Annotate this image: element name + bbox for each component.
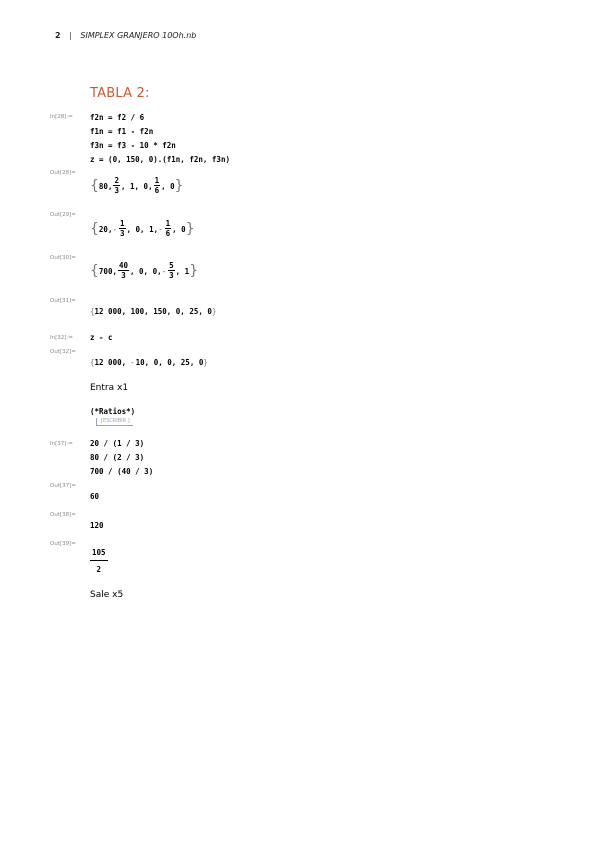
text-cell-entra[interactable]: Entra x1 [90, 383, 129, 393]
denominator: 6 [154, 186, 160, 195]
cell-label-out30: Out[30]= [50, 255, 76, 261]
output-out28 [90, 176, 184, 196]
denominator: 3 [119, 229, 125, 238]
numerator: 1 [165, 219, 171, 228]
input-line[interactable]: f1n = f1 - f2n [90, 127, 154, 136]
output-text: , 0 [172, 224, 186, 234]
close-brace: } [189, 263, 199, 279]
output-out39-fraction [90, 548, 108, 574]
open-brace: { [90, 221, 99, 237]
page-number: 2 [55, 31, 61, 40]
input-line[interactable]: 700 / (40 / 3) [90, 467, 154, 476]
output-text: 10, 0, 0, 25, 0 [135, 358, 204, 367]
minus-sign: - [161, 266, 167, 276]
cell-label-out31: Out[31]= [50, 298, 76, 304]
denominator: 2 [96, 565, 102, 574]
minus-sign: - [130, 358, 135, 367]
text-cell-sale[interactable]: Sale x5 [90, 590, 124, 600]
cell-label-in32: In[32]:= [50, 335, 73, 341]
output-out30 [90, 261, 198, 281]
input-line[interactable]: f3n = f3 - 10 * f2n [90, 141, 176, 150]
output-text: , 0 [161, 181, 175, 191]
denominator: 6 [165, 229, 171, 238]
numerator: 1 [119, 219, 125, 228]
header-separator: | [69, 31, 72, 40]
close-brace: } [185, 221, 195, 237]
fraction [154, 176, 161, 196]
output-text: , 1, 0, [120, 181, 153, 191]
input-line[interactable]: z = (0, 150, 0).(f1n, f2n, f3n) [90, 155, 230, 164]
output-out29 [90, 219, 195, 239]
open-brace: { [90, 178, 99, 194]
fraction [165, 219, 172, 239]
denominator: 3 [121, 271, 126, 280]
fraction [168, 261, 175, 281]
output-text: 12 000, [94, 358, 127, 367]
close-brace: } [174, 178, 184, 194]
close-brace: } [211, 307, 217, 316]
input-line[interactable]: 80 / (2 / 3) [90, 453, 145, 462]
output-out38: 120 [90, 521, 104, 530]
numerator: 1 [154, 176, 160, 185]
cell-label-out32: Out[32]= [50, 349, 76, 355]
output-text: 700, [98, 266, 117, 276]
cell-label-out37: Out[37]= [50, 483, 76, 489]
cell-label-out38: Out[38]= [50, 512, 76, 518]
cell-label-in37: In[37]:= [50, 441, 73, 447]
comment-line[interactable]: (*Ratios*) [90, 407, 136, 416]
minus-sign: - [158, 224, 163, 234]
numerator: 40 [118, 261, 129, 270]
denominator: 3 [169, 271, 174, 280]
cell-label-out29: Out[29]= [50, 212, 76, 218]
close-brace: } [203, 358, 208, 367]
document-name: SIMPLEX GRANJERO 10Oh.nb [80, 31, 197, 40]
cell-label-in28: In[28]:= [50, 114, 73, 120]
denominator: 3 [114, 186, 119, 195]
input-line[interactable]: 20 / (1 / 3) [90, 439, 145, 448]
output-out31 [90, 307, 216, 316]
open-brace: { [90, 263, 99, 279]
input-line[interactable]: z - c [90, 333, 113, 342]
open-brace: { [90, 358, 95, 367]
output-text: 80, [98, 181, 113, 191]
section-title: TABLA 2: [90, 86, 150, 101]
numerator: 2 [114, 176, 119, 185]
fraction [119, 219, 126, 239]
input-line[interactable]: f2n = f2 / 6 [90, 113, 145, 122]
output-text: , 0, 0, [130, 266, 162, 276]
fraction [113, 176, 120, 196]
output-text: , 0, 1, [126, 224, 159, 234]
output-out32 [90, 358, 208, 367]
cell-label-out28: Out[28]= [50, 170, 76, 176]
output-text: 12 000, 100, 150, 0, 25, 0 [94, 307, 212, 316]
open-brace: { [90, 307, 95, 316]
numerator: 5 [169, 261, 174, 270]
comment-sub: [ESCRIBIR ] [96, 418, 133, 426]
minus-sign: - [112, 224, 117, 234]
output-text: , 1 [175, 266, 190, 276]
output-out37: 60 [90, 492, 100, 501]
page-header [55, 31, 196, 40]
fraction [118, 261, 129, 281]
output-text: 20, [98, 224, 113, 234]
cell-label-out39: Out[39]= [50, 541, 76, 547]
numerator: 105 [90, 548, 108, 561]
